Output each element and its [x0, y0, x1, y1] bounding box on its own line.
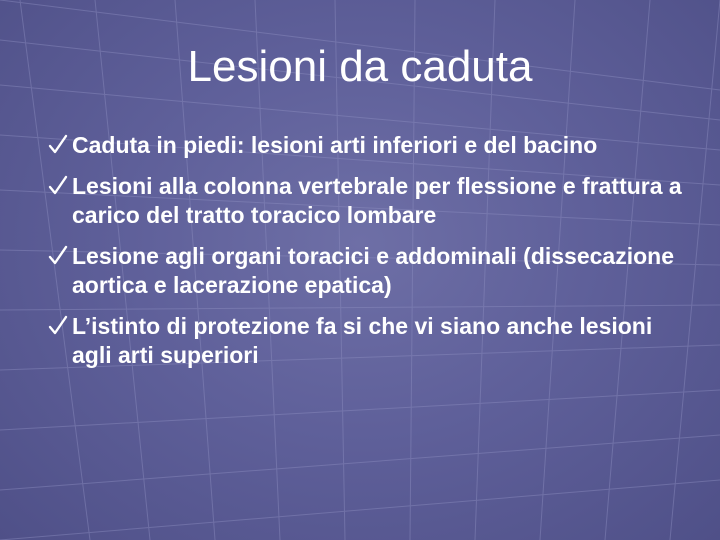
list-item [48, 131, 688, 160]
checkmark-icon [48, 315, 68, 337]
bullet-text: Lesioni alla colonna vertebrale per flessione e frattura a carico del tratto toracico lombare [72, 173, 682, 228]
bullet-list [48, 131, 688, 382]
list-item [48, 172, 688, 230]
bullet-text: Caduta in piedi: lesioni arti inferiori e del bacino [72, 132, 598, 158]
list-item [48, 242, 688, 300]
bullet-text: L’istinto di protezione fa si che vi siano anche lesioni agli arti superiori [72, 313, 653, 368]
bullet-text: Lesione agli organi toracici e addominali (dissecazione aortica e lacerazione epatica) [72, 243, 674, 298]
checkmark-icon [48, 245, 68, 267]
checkmark-icon [48, 134, 68, 156]
list-item [48, 312, 688, 370]
checkmark-icon [48, 175, 68, 197]
slide-title: Lesioni da caduta [187, 42, 533, 91]
